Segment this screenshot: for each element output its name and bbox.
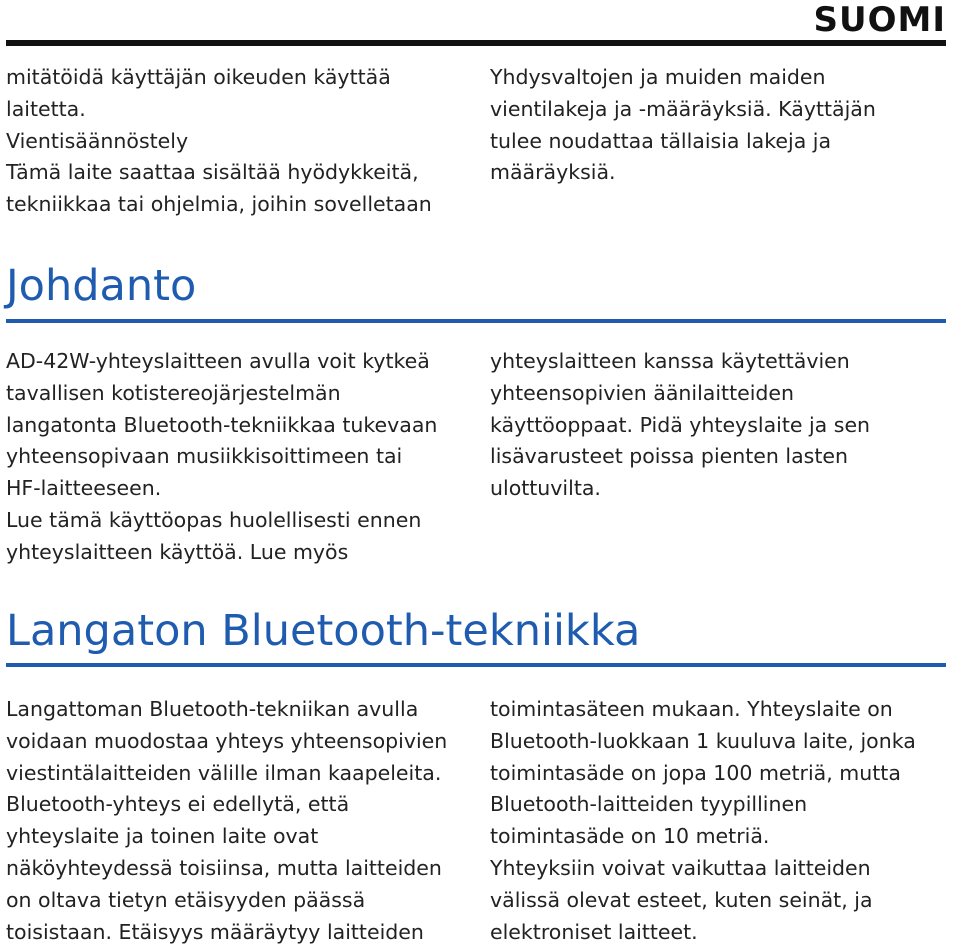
text-line: välissä olevat esteet, kuten seinät, ja <box>490 887 873 912</box>
text-line: Yhdysvaltojen ja muiden maiden <box>490 65 826 89</box>
intro-left-column <box>6 346 468 569</box>
text-line: tavallisen kotistereojärjestelmän <box>6 380 341 405</box>
text-line: tulee noudattaa tällaisia lakeja ja <box>490 128 832 153</box>
text-line: Tämä laite saattaa sisältää hyödykkeitä, <box>6 160 419 185</box>
section-rule-bluetooth <box>6 663 946 667</box>
top-left-column <box>6 62 468 221</box>
text-line: Lue tämä käyttöopas huolellisesti ennen <box>6 507 422 532</box>
text-line: näköyhteydessä toisiinsa, mutta laitteiden <box>6 855 442 880</box>
text-line: Langattoman Bluetooth-tekniikan avulla <box>6 697 419 721</box>
section-heading-johdanto: Johdanto <box>6 261 197 311</box>
text-line: toimintasäde on jopa 100 metriä, mutta <box>490 760 901 785</box>
text-line: yhteyslaite ja toinen laite ovat <box>6 824 319 849</box>
text-line: määräyksiä. <box>490 160 616 185</box>
top-right-column <box>490 62 952 189</box>
section-heading-bluetooth: Langaton Bluetooth-tekniikka <box>6 606 641 656</box>
text-line: Vientisäännöstely <box>6 128 189 153</box>
top-rule <box>6 40 946 46</box>
text-line: toisistaan. Etäisyys määräytyy laitteiden <box>6 919 424 944</box>
text-line: vientilakeja ja -määräyksiä. Käyttäjän <box>490 96 876 121</box>
text-line: yhteensopivaan musiikkisoittimeen tai <box>6 444 403 469</box>
text-line: mitätöidä käyttäjän oikeuden käyttää <box>6 65 391 89</box>
text-line: Bluetooth-laitteiden tyypillinen <box>490 792 808 817</box>
text-line: elektroniset laitteet. <box>490 919 698 944</box>
language-label: SUOMI <box>813 0 946 40</box>
text-line: toimintasäteen mukaan. Yhteyslaite on <box>490 697 893 721</box>
text-line: yhteyslaitteen kanssa käytettävien <box>490 349 850 373</box>
text-line: AD-42W-yhteyslaitteen avulla voit kytkeä <box>6 349 430 373</box>
section-rule-johdanto <box>6 319 946 323</box>
text-line: yhteyslaitteen käyttöä. Lue myös <box>6 539 349 564</box>
text-line: viestintälaitteiden välille ilman kaapeleita. <box>6 760 442 785</box>
text-line: langatonta Bluetooth-tekniikkaa tukevaan <box>6 412 438 437</box>
text-line: tekniikkaa tai ohjelmia, joihin sovelletaan <box>6 192 432 217</box>
text-line: Yhteyksiin voivat vaikuttaa laitteiden <box>490 855 871 880</box>
text-line: HF-laitteeseen. <box>6 476 162 501</box>
text-line: Bluetooth-yhteys ei edellytä, että <box>6 792 350 817</box>
text-line: käyttöoppaat. Pidä yhteyslaite ja sen <box>490 412 871 437</box>
text-line: Bluetooth-luokkaan 1 kuuluva laite, jonka <box>490 728 916 753</box>
text-line: yhteensopivien äänilaitteiden <box>490 380 795 405</box>
text-line: toimintasäde on 10 metriä. <box>490 824 770 849</box>
text-line: laitetta. <box>6 96 86 121</box>
text-line: ulottuvilta. <box>490 476 601 501</box>
bluetooth-left-column <box>6 694 468 948</box>
intro-right-column <box>490 346 952 505</box>
text-line: voidaan muodostaa yhteys yhteensopivien <box>6 728 448 753</box>
text-line: lisävarusteet poissa pienten lasten <box>490 444 848 469</box>
bluetooth-right-column <box>490 694 952 948</box>
text-line: on oltava tietyn etäisyyden päässä <box>6 887 366 912</box>
